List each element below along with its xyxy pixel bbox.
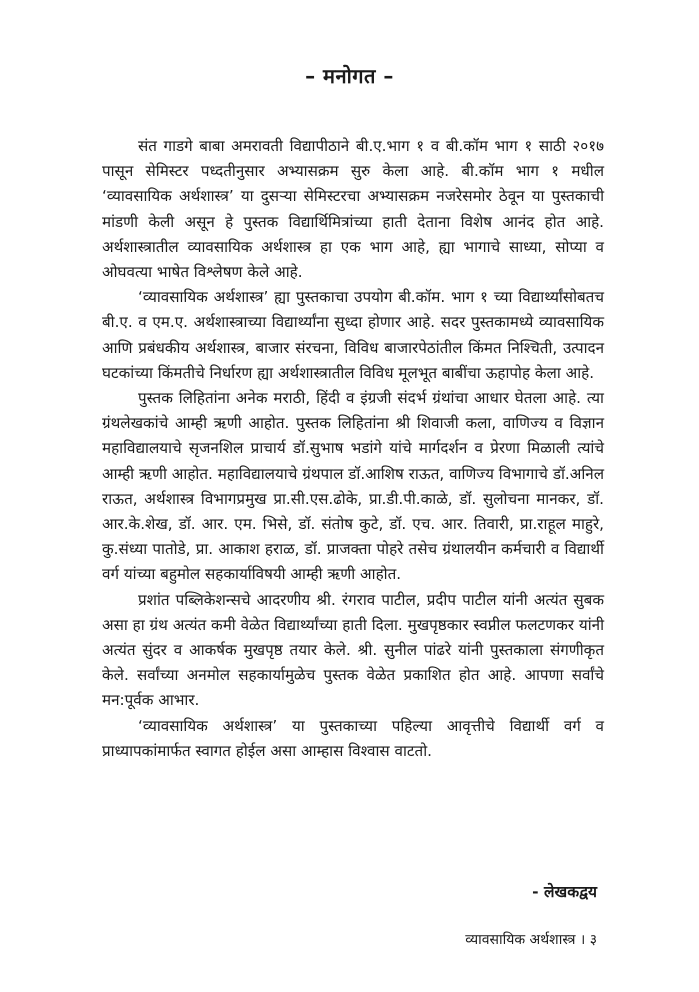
page-title: – मनोगत – (305, 64, 394, 88)
signature: - लेखकद्वय (532, 883, 597, 901)
paragraph-3: पुस्तक लिहितांना अनेक मराठी, हिंदी व इंग्रजी संदर्भ ग्रंथांचा आधार घेतला आहे. त्या ग्रंथलेखकांचे आम्ही ऋणी आहोत. पुस्तक लिहितांना श्री शिवाजी कला, वाणिज्य व विज्ञान महाविद्यालयाचे सृजनशिल प्राचार्य डॉ.सुभाष भडांगे यांचे मार्गदर्शन व प्रेरणा मिळाली त्यांचे आम्ही ऋणी आहोत. महाविद्यालयाचे ग्रंथपाल डॉ.आशिष राऊत, वाणिज्य विभागाचे डॉ.अनिल राऊत, अर्थशास्त्र विभागप्रमुख प्रा.सी.एस.ढोके, प्रा.डी.पी.काळे, डॉ. सुलोचना मानकर, डॉ. आर.के.शेख, डॉ. आर. एम. भिसे, डॉ. संतोष कुटे, डॉ. एच. आर. तिवारी, प्रा.राहूल माहुरे, कु.संध्या पातोडे, प्रा. आकाश हराळ, डॉ. प्राजक्ता पोहरे तसेच ग्रंथालयीन कर्मचारी व विद्यार्थी वर्ग यांच्या बहुमोल सहकार्याविषयी आम्ही ऋणी आहोत. (102, 389, 604, 584)
paragraph-1: संत गाडगे बाबा अमरावती विद्यापीठाने बी.ए.भाग १ व बी.कॉम भाग १ साठी २०१७ पासून सेमिस्टर पध्दतीनुसार अभ्यासक्रम सुरु केला आहे. बी.कॉम भाग १ मधील ‘व्यावसायिक अर्थशास्त्र’ या दुसऱ्या सेमिस्टरचा अभ्यासक्रम नजरेसमोर ठेवून या पुस्तकाची मांडणी केली असून हे पुस्तक विद्यार्थिमित्रांच्या हाती देताना विशेष आनंद होत आहे. अर्थशास्त्रातील व्यावसायिक अर्थशास्त्र हा एक भाग आहे, ह्या भागाचे साध्या, सोप्या व ओघवत्या भाषेत विश्लेषण केले आहे. (102, 137, 604, 282)
paragraph-5: ‘व्यावसायिक अर्थशास्त्र’ या पुस्तकाच्या पहिल्या आवृत्तीचे विद्यार्थी वर्ग व प्राध्यापकांमार्फत स्वागत होईल असा आम्हास विश्वास वाटतो. (102, 716, 604, 760)
page-footer: व्यावसायिक अर्थशास्त्र । ३ (465, 932, 597, 948)
paragraph-2: ‘व्यावसायिक अर्थशास्त्र’ ह्या पुस्तकाचा उपयोग बी.कॉम. भाग १ च्या विद्यार्थ्यांसोबतच बी.ए. व एम.ए. अर्थशास्त्राच्या विद्यार्थ्यांना सुध्दा होणार आहे. सदर पुस्तकामध्ये व्यावसायिक आणि प्रबंधकीय अर्थशास्त्र, बाजार संरचना, विविध बाजारपेठांतील किंमत निश्चिती, उत्पादन घटकांच्या किंमतीचे निर्धारण ह्या अर्थशास्त्रातील विविध मूलभूत बाबींचा ऊहापोह केला आहे. (102, 288, 604, 382)
paragraph-4: प्रशांत पब्लिकेशन्सचे आदरणीय श्री. रंगराव पाटील, प्रदीप पाटील यांनी अत्यंत सुबक असा हा ग्रंथ अत्यंत कमी वेळेत विद्यार्थ्यांच्या हाती दिला. मुखपृष्ठकार स्वप्नील फलटणकर यांनी अत्यंत सुंदर व आकर्षक मुखपृष्ठ तयार केले. श्री. सुनील पांढरे यांनी पुस्तकाला संगणीकृत केले. सर्वांच्या अनमोल सहकार्यामुळेच पुस्तक वेळेत प्रकाशित होत आहे. आपणा सर्वांचे मन:पूर्वक आभार. (102, 590, 604, 710)
body-text (102, 134, 604, 764)
